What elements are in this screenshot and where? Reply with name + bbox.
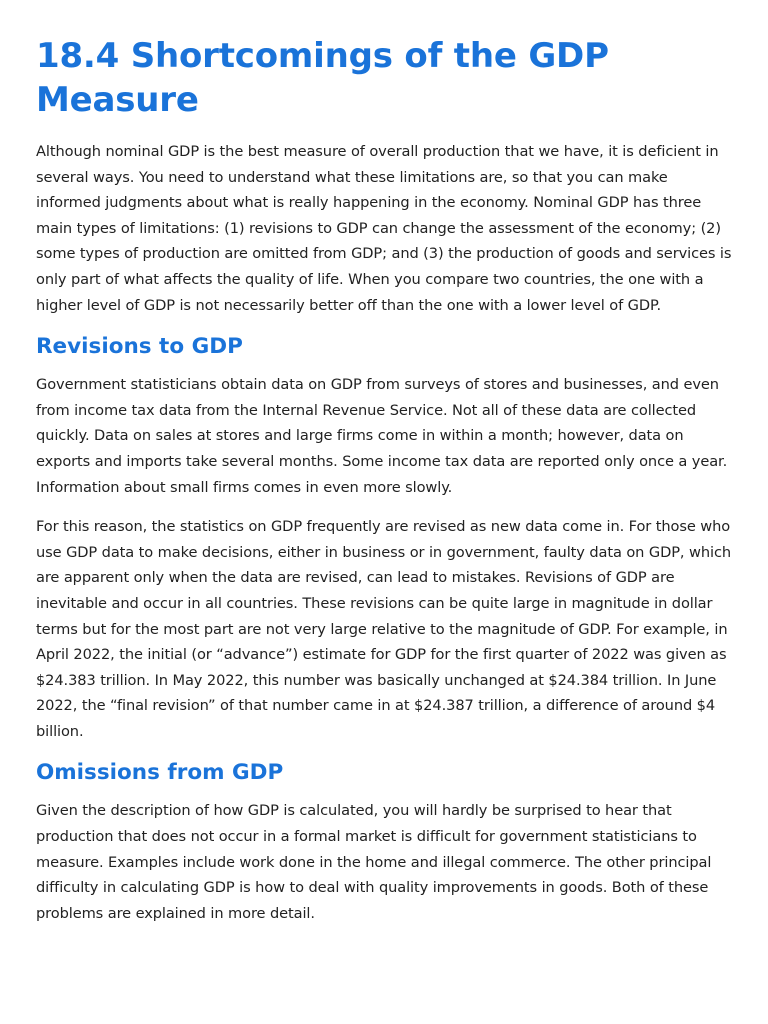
section-heading-revisions: Revisions to GDP xyxy=(36,334,243,360)
omissions-paragraph-1: Given the description of how GDP is calculated, you will hardly be surprised to hear that production that does not occur in a formal market is difficult for government statisticians to measure. Examples include work done in the home and illegal commerce. The other principal difficulty in calculating GDP is how to deal with quality improvements in goods. Both of these problems are explained in more detail. xyxy=(36,802,712,922)
revisions-paragraph-2: For this reason, the statistics on GDP frequently are revised as new data come in. For those who use GDP data to make decisions, either in business or in government, faulty data on GDP, which are apparent only when the data are revised, can lead to mistakes. Revisions of GDP are inevitable and occur in all countries. These revisions can be quite large in magnitude in dollar terms but for the most part are not very large relative to the magnitude of GDP. For example, in April 2022, the initial (or “advance”) estimate for GDP for the first quarter of 2022 was given as $24.383 trillion. In May 2022, this number was basically unchanged at $24.384 trillion. In June 2022, the “final revision” of that number came in at $24.387 trillion, a difference of around $4 billion. xyxy=(36,518,732,740)
page-title: 18.4 Shortcomings of the GDP Measure xyxy=(36,36,609,120)
revisions-paragraph-1: Government statisticians obtain data on GDP from surveys of stores and businesses, and even from income tax data from the Internal Revenue Service. Not all of these data are collected quickly. Data on sales at stores and large firms come in within a month; however, data on exports and imports take several months. Some income tax data are reported only once a year. Information about small firms comes in even more slowly. xyxy=(36,376,728,496)
intro-paragraph: Although nominal GDP is the best measure of overall production that we have, it is deficient in several ways. You need to understand what these limitations are, so that you can make informed judgments about what is really happening in the economy. Nominal GDP has three main types of limitations: (1) revisions to GDP can change the assessment of the economy; (2) some types of production are omitted from GDP; and (3) the production of goods and services is only part of what affects the quality of life. When you compare two countries, the one with a higher level of GDP is not necessarily better off than the one with a lower level of GDP. xyxy=(36,143,732,314)
section-heading-omissions: Omissions from GDP xyxy=(36,760,284,786)
